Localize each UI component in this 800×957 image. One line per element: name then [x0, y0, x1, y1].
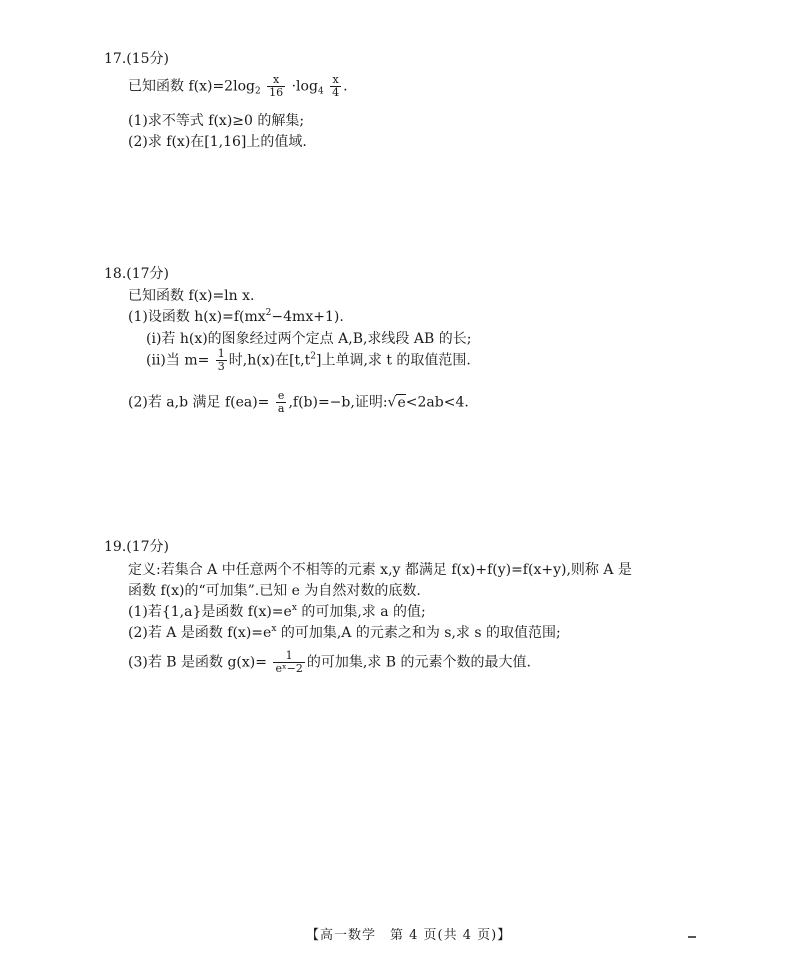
q19-part1-b: 的可加集,求 a 的值;	[296, 604, 426, 620]
q17-frac2-den: 4	[332, 86, 340, 99]
q19-def2: 函数 f(x)的“可加集”.已知 e 为自然对数的底数.	[128, 583, 421, 599]
q19-def1: 定义:若集合 A 中任意两个不相等的元素 x,y 都满足 f(x)+f(y)=f(x+y),则称 A 是	[128, 562, 632, 578]
q17-base1: 2	[254, 86, 261, 97]
corner-mark	[688, 936, 696, 938]
q19-part3-b: 的可加集,求 B 的元素个数的最大值.	[306, 654, 531, 671]
q18-part2-frac	[276, 390, 287, 415]
q19-part3-num: 1	[273, 650, 304, 663]
q17-frac1-den: 16	[269, 86, 284, 99]
q17-part2: (2)求 f(x)在[1,16]上的值域.	[128, 134, 307, 150]
q19-part1	[128, 601, 426, 621]
q18-sub1: (ⅰ)若 h(x)的图象经过两个定点 A,B,求线段 AB 的长;	[146, 331, 472, 347]
q17-base2: 4	[317, 86, 324, 97]
q17-frac2-num: x	[330, 74, 341, 87]
q19-part2-a: (2)若 A 是函数 f(x)=e	[128, 625, 272, 641]
q18-sub2-num: 1	[217, 347, 225, 360]
q19-part2	[128, 622, 561, 642]
q17-stem-dot: ·log	[291, 78, 318, 95]
q19-part1-a: (1)若{1,a}是函数 f(x)=e	[128, 604, 292, 620]
q18-sub2-sup: 2	[310, 351, 316, 362]
q17-frac1	[267, 74, 285, 99]
q17-stem-func: f(x)=2log	[188, 78, 255, 95]
q18-part2-c: <2ab<4.	[405, 394, 469, 411]
q18-part2-sqrt: e	[397, 394, 406, 411]
q18-part2-den: a	[277, 402, 285, 415]
q19-part2-b: 的可加集,A 的元素之和为 s,求 s 的取值范围;	[276, 625, 561, 641]
q18-part2-num: e	[276, 390, 287, 403]
q17-frac2	[330, 74, 341, 99]
q19-header: 19.(17分)	[104, 539, 170, 555]
q17-stem-end: .	[343, 78, 348, 95]
q18-part1-b: −4mx+1).	[271, 309, 344, 325]
q17-frac1-num: x	[267, 74, 285, 87]
q17-stem	[128, 74, 348, 99]
q19-part3	[128, 650, 531, 675]
q18-header: 18.(17分)	[104, 266, 170, 282]
q18-sub2-a: (ⅱ)当 m=	[146, 352, 210, 369]
q19-part3-frac	[273, 650, 304, 675]
q18-sub2-frac	[216, 348, 227, 373]
q19-part3-den: eˣ−2	[275, 662, 303, 675]
q17-header: 17.(15分)	[104, 51, 170, 67]
q18-part1-a: (1)设函数 h(x)=f(mx	[128, 309, 266, 325]
q18-part2-b: ,f(b)=−b,证明:	[288, 394, 388, 411]
q18-part2-a: (2)若 a,b 满足 f(ea)=	[128, 394, 270, 411]
q18-part2: (2)若 a,b 满足 f(ea)= $\frac{e}{a}$ ,f(b)=−b,证明:√e<2ab<4.	[128, 389, 469, 415]
q19-part2-sup: x	[271, 624, 277, 634]
q18-sub2-b: 时,h(x)在[t,t	[228, 352, 311, 369]
q18-stem: 已知函数 f(x)=ln x.	[128, 288, 255, 304]
q18-sub2	[146, 348, 471, 373]
q18-part1	[128, 306, 344, 326]
q19-part1-sup: x	[291, 603, 297, 613]
q19-part3-a: (3)若 B 是函数 g(x)=	[128, 654, 267, 671]
q17-stem-prefix: 已知函数	[128, 78, 184, 95]
q18-sub2-den: 3	[217, 360, 225, 373]
q18-part1-sup: 2	[265, 308, 272, 318]
page-footer: 【高一数学 第 4 页(共 4 页)】	[306, 928, 512, 943]
q18-sub2-c: ]上单调,求 t 的取值范围.	[315, 352, 471, 369]
q17-part1: (1)求不等式 f(x)≥0 的解集;	[128, 113, 305, 129]
